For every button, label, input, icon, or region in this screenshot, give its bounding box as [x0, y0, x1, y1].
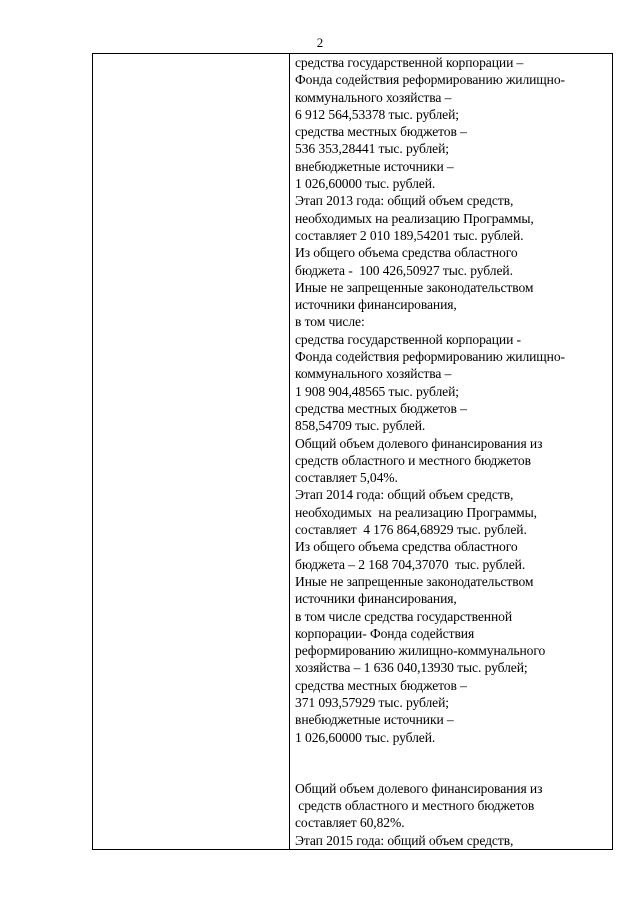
text-line: средства государственной корпорации –	[295, 55, 524, 70]
text-line: составляет 2 010 189,54201 тыс. рублей.	[295, 227, 524, 243]
text-line: необходимых на реализацию Программы,	[295, 210, 534, 226]
text-line: 1 026,60000 тыс. рублей.	[295, 176, 436, 192]
text-line: средств областного и местного бюджетов	[295, 452, 531, 468]
text-line: внебюджетные источники –	[295, 158, 454, 174]
text-line: коммунального хозяйства –	[295, 89, 452, 105]
text-line: Общий объем долевого финансирования из	[295, 435, 543, 451]
program-table	[92, 53, 613, 850]
left-column-cell	[93, 54, 290, 850]
text-line: 371 093,57929 тыс. рублей;	[295, 694, 449, 710]
text-line: составляет 60,82%.	[295, 815, 405, 831]
text-line: средств областного и местного бюджетов	[295, 798, 535, 814]
text-line: Иные не запрещенные законодательством	[295, 279, 534, 295]
text-line: средства местных бюджетов –	[295, 124, 467, 140]
text-line: реформированию жилищно-коммунального	[295, 643, 546, 659]
text-line: составляет 5,04%.	[295, 470, 398, 486]
text-line: Из общего объема средства областного	[295, 539, 518, 555]
blank-gap	[295, 746, 612, 780]
text-line: Этап 2013 года: общий объем средств,	[295, 193, 514, 209]
text-line: составляет 4 176 864,68929 тыс. рублей.	[295, 522, 527, 538]
page-number: 2	[316, 35, 324, 50]
text-line: Фонда содействия реформированию жилищно-	[295, 72, 565, 88]
text-line: бюджета – 2 168 704,37070 тыс. рублей.	[295, 556, 526, 572]
text-line: в том числе:	[295, 314, 365, 330]
text-line: коммунального хозяйства –	[295, 366, 452, 382]
text-line: источники финансирования,	[295, 591, 457, 607]
text-line: необходимых на реализацию Программы,	[295, 504, 537, 520]
table-row	[93, 54, 613, 850]
text-line: средства государственной корпорации -	[295, 331, 521, 347]
text-line: 6 912 564,53378 тыс. рублей;	[295, 106, 459, 122]
text-line: средства местных бюджетов –	[295, 677, 467, 693]
text-line: Общий объем долевого финансирования из	[295, 780, 543, 796]
text-line: бюджета - 100 426,50927 тыс. рублей.	[295, 262, 513, 278]
right-column-cell	[290, 54, 613, 850]
text-line: в том числе средства государственной	[295, 608, 513, 624]
text-line: средства местных бюджетов –	[295, 400, 467, 416]
text-line: 1 026,60000 тыс. рублей.	[295, 729, 436, 745]
text-line: 858,54709 тыс. рублей.	[295, 418, 426, 434]
text-line: Из общего объема средства областного	[295, 245, 518, 261]
text-line: внебюджетные источники –	[295, 712, 454, 728]
funding-text-block-2	[295, 780, 612, 849]
funding-text-block-1	[295, 54, 612, 746]
text-line: Иные не запрещенные законодательством	[295, 573, 534, 589]
text-line: Этап 2015 года: общий объем средств,	[295, 832, 514, 848]
text-line: 1 908 904,48565 тыс. рублей;	[295, 383, 459, 399]
text-line: Этап 2014 года: общий объем средств,	[295, 487, 514, 503]
text-line: Фонда содействия реформированию жилищно-	[295, 349, 565, 365]
text-line: источники финансирования,	[295, 297, 457, 313]
text-line: хозяйства – 1 636 040,13930 тыс. рублей;	[295, 660, 528, 676]
text-line: 536 353,28441 тыс. рублей;	[295, 141, 449, 157]
text-line: корпорации- Фонда содействия	[295, 625, 475, 641]
